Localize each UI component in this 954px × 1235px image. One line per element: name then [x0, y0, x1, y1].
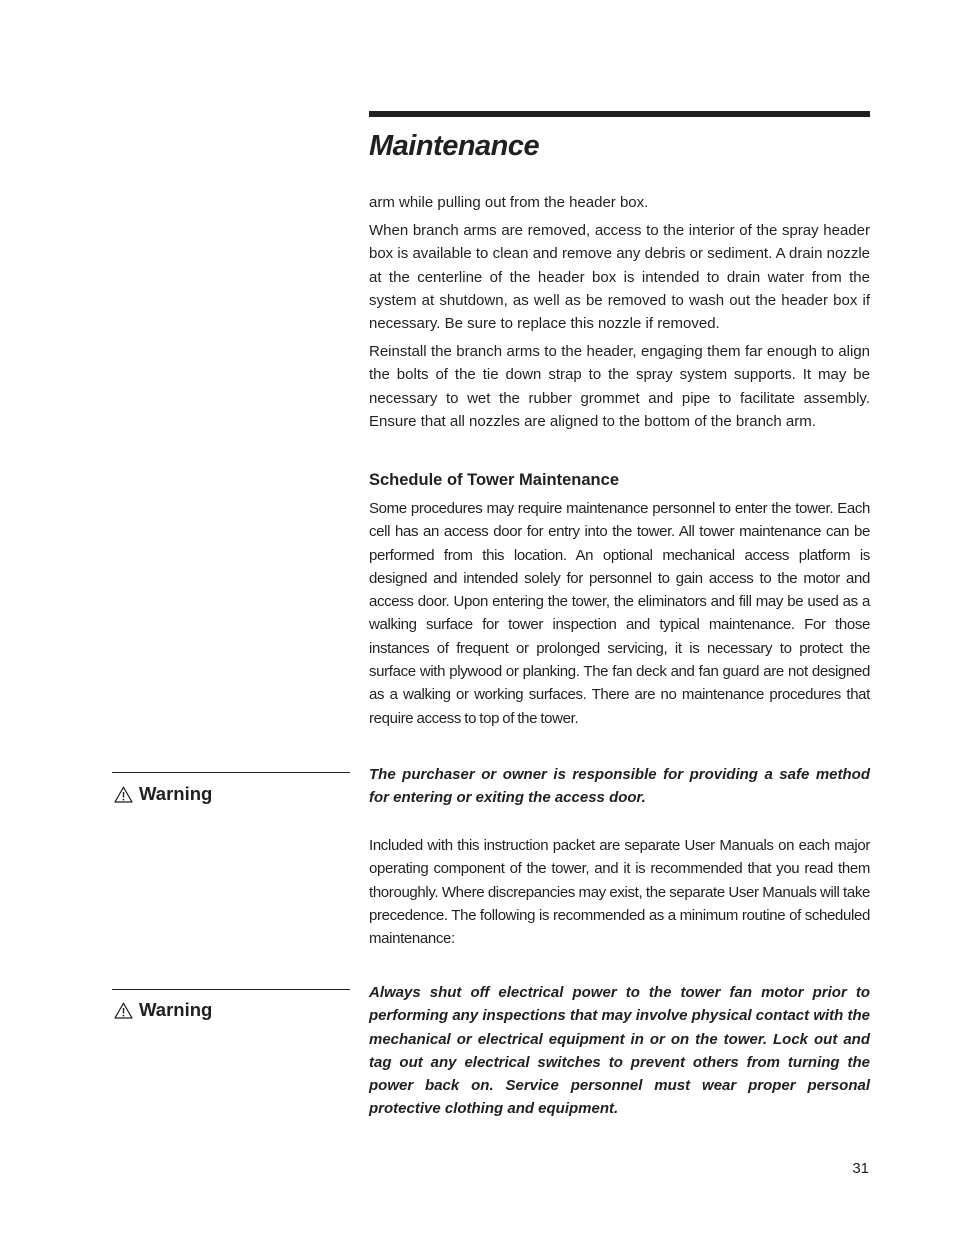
warning-divider [112, 989, 350, 990]
warning-label-text: Warning [139, 783, 213, 804]
warning-label [114, 998, 212, 1022]
title-rule [369, 111, 870, 117]
paragraph-reinstall: Reinstall the branch arms to the header, engaging them far enough to align the bolts of the tie down strap to the spray system supports. It may be necessary to wet the rubber grommet and pipe to facilitate assembly. Ensure that all nozzles are aligned to the bottom of the branch arm. [369, 343, 870, 430]
page-title: Maintenance [369, 130, 540, 162]
paragraph-user-manuals: Included with this instruction packet are separate User Manuals on each major operating component of the tower, and it is recommended that you read them thoroughly. Where discrepancies may exist, the separate User Manuals will take precedence. The following is recommended as a minimum routine of scheduled maintenance: [369, 837, 870, 948]
warning-triangle-icon [114, 786, 133, 803]
page-number: 31 [852, 1160, 869, 1177]
warning-triangle-icon [114, 1002, 133, 1019]
paragraph-header-box: When branch arms are removed, access to the interior of the spray header box is available to clean and remove any debris or sediment. A drain nozzle at the centerline of the header box is intended to drain water from the system at shutdown, as well as be removed to wash out the header box if necessary. Be sure to replace this nozzle if removed. [369, 222, 870, 333]
warning-label [114, 782, 212, 806]
warning-divider [112, 772, 350, 773]
paragraph-schedule-intro: Some procedures may require maintenance personnel to enter the tower. Each cell has an access door for entry into the tower. All tower maintenance can be performed from this location. An optional mechanical access platform is designed and intended solely for personnel to gain access to the motor and access door. Upon entering the tower, the eliminators and fill may be used as a walking surface for tower inspection and typical maintenance. For those instances of frequent or prolonged servicing, it is necessary to protect the surface with plywood or planking. The fan deck and fan guard are not designed as a walking or working surfaces. There are no maintenance procedures that require access to top of the tower. [369, 500, 870, 727]
warning-text-access: The purchaser or owner is responsible for providing a safe method for entering or exiting the access door. [369, 766, 870, 807]
warning-text-power: Always shut off electrical power to the tower fan motor prior to performing any inspections that may involve physical contact with the mechanical or electrical equipment in or on the tower. Lock out and tag out any electrical switches to prevent others from turning the power back on. Service personnel must wear proper personal protective clothing and equipment. [369, 984, 870, 1118]
warning-label-text: Warning [139, 999, 213, 1020]
paragraph-continuation: arm while pulling out from the header box. [369, 194, 649, 211]
schedule-heading: Schedule of Tower Maintenance [369, 471, 619, 489]
